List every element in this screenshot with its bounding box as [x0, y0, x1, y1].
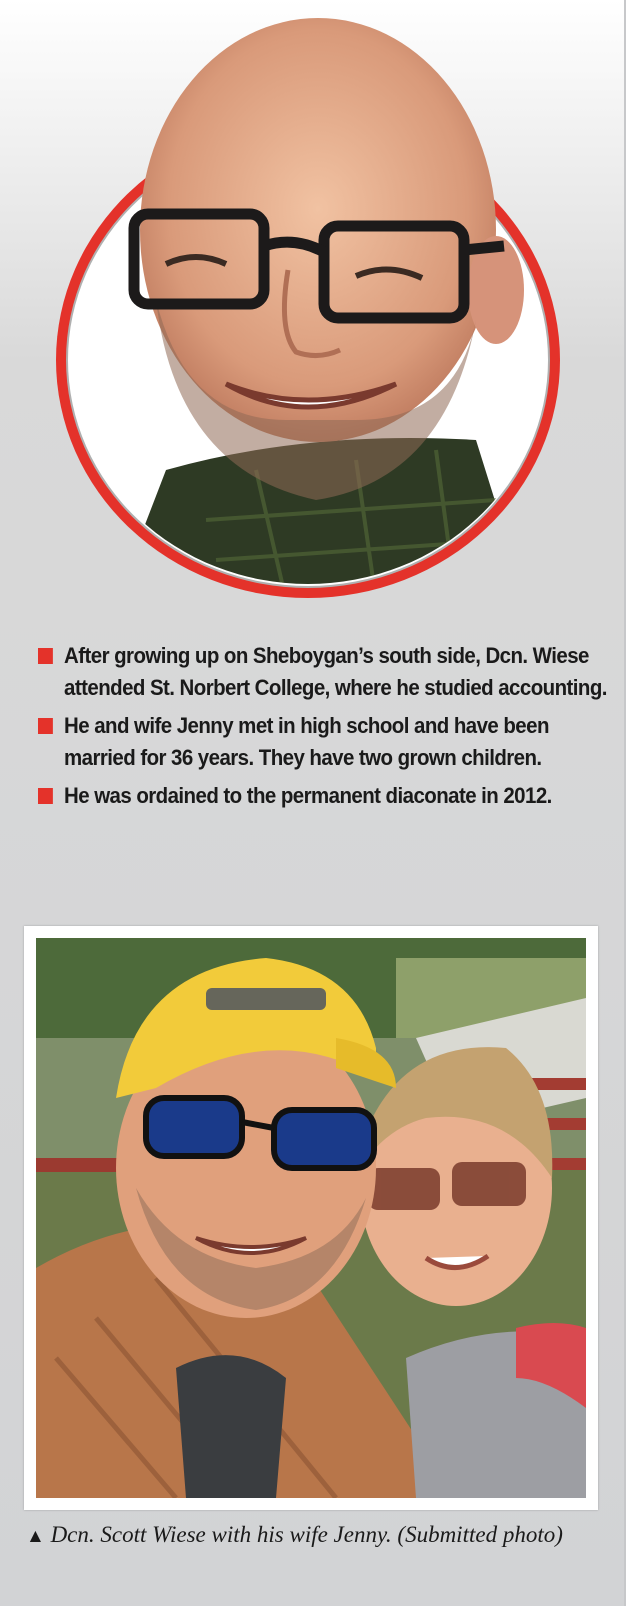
fact-text: After growing up on Sheboygan’s south side, Dcn. Wiese attended St. Norbert College, where he studied accounting.: [64, 643, 607, 700]
couple-photo: [36, 938, 586, 1498]
fact-item: [38, 640, 622, 704]
facts-list: [38, 640, 607, 818]
couple-photo-art: [36, 938, 586, 1498]
caption-arrow-icon: ▲: [26, 1526, 45, 1547]
fact-item: [38, 780, 622, 812]
photo-frame: [24, 926, 598, 1510]
bullet-square-icon: [38, 718, 53, 734]
bullet-square-icon: [38, 788, 53, 804]
portrait-photo: [56, 0, 560, 600]
bullet-square-icon: [38, 648, 53, 664]
fact-item: [38, 710, 622, 774]
fact-text: He was ordained to the permanent diaconate in 2012.: [64, 783, 552, 808]
fact-text: He and wife Jenny met in high school and have been married for 36 years. They have two grown children.: [64, 713, 549, 770]
caption-text: Dcn. Scott Wiese with his wife Jenny. (Submitted photo): [50, 1522, 563, 1547]
photo-caption: [26, 1520, 606, 1552]
